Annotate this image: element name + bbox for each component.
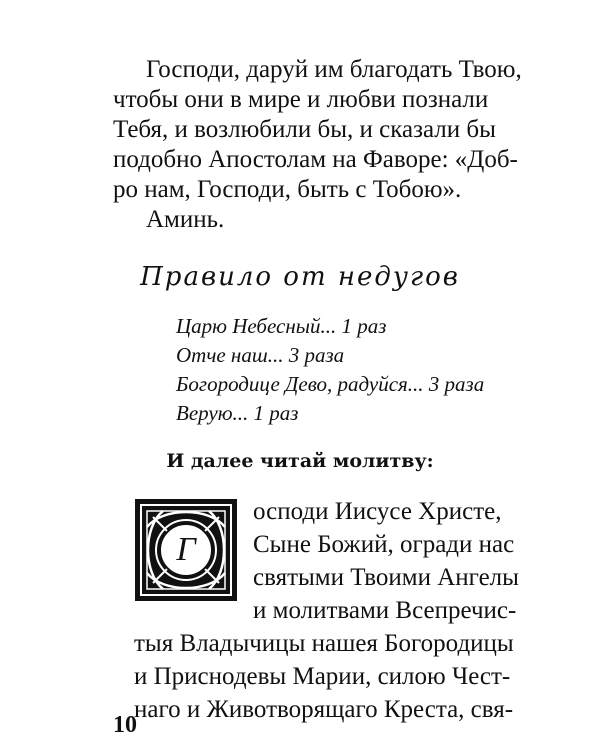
- instruction-line: И далее читай молитву:: [166, 450, 434, 472]
- rule-item: Верую... 1 раз: [176, 401, 299, 425]
- rule-item: Отче наш... 3 раза: [176, 343, 345, 367]
- section-heading: Правило от недугов: [140, 262, 460, 292]
- text-line: подобно Апостолам на Фаворе: «Доб-: [113, 146, 518, 173]
- text-line: и молитвами Всепречис-: [253, 597, 517, 624]
- text-line: осподи Иисусе Христе,: [253, 498, 502, 525]
- drop-cap-letter: Г: [176, 531, 196, 568]
- text-line: тыя Владычицы нашея Богородицы: [134, 630, 514, 657]
- rule-item: Богородице Дево, радуйся... 3 раза: [176, 372, 485, 396]
- amen-line: Аминь.: [146, 206, 225, 233]
- text-line: Сыне Божий, огради нас: [253, 531, 515, 558]
- text-line: чтобы они в мире и любви познали: [113, 86, 489, 113]
- rule-list: [176, 312, 484, 428]
- text-line: Господи, даруй им благодать Твою,: [146, 56, 522, 83]
- ornamental-drop-cap: [133, 497, 239, 603]
- paragraph-closing-prayer: [113, 55, 533, 235]
- rule-item: Царю Небесный... 1 раз: [176, 314, 387, 338]
- text-line: святыми Твоими Ангелы: [253, 564, 519, 591]
- page-number: 10: [113, 712, 137, 738]
- text-line: Тебя, и возлюбили бы, и сказали бы: [113, 116, 496, 143]
- text-line: и Приснодевы Марии, силою Чест-: [134, 663, 511, 690]
- text-line: наго и Животворящаго Креста, свя-: [134, 696, 514, 723]
- text-line: ро нам, Господи, быть с Тобою».: [113, 176, 462, 203]
